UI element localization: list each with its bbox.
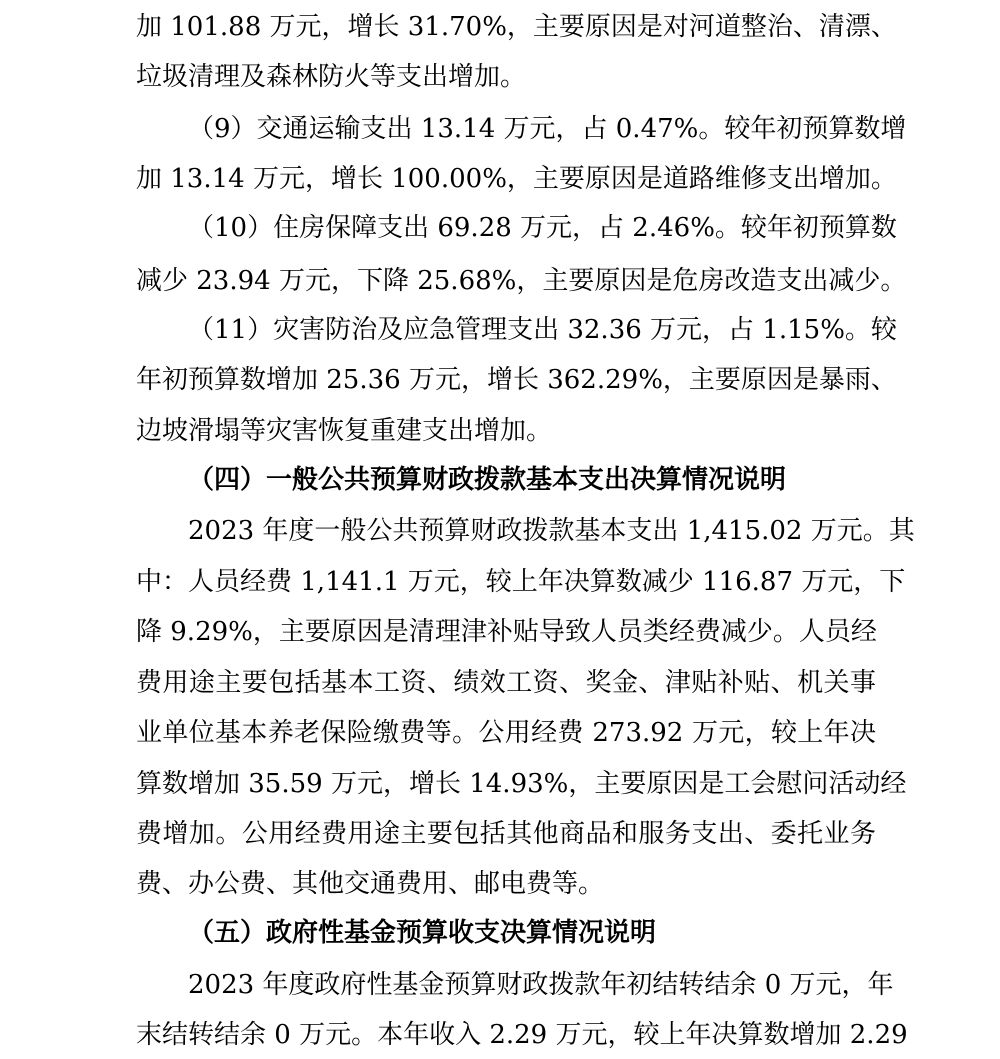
- paragraph-line: 年初预算数增加 25.36 万元，增长 362.29%，主要原因是暴雨、: [136, 365, 897, 395]
- paragraph-line: 费用途主要包括基本工资、绩效工资、奖金、津贴补贴、机关事: [136, 668, 876, 698]
- section-heading: （四）一般公共预算财政拨款基本支出决算情况说明: [188, 465, 787, 495]
- paragraph-line: 降 9.29%，主要原因是清理津补贴导致人员类经费减少。人员经: [136, 617, 877, 647]
- paragraph-line: 业单位基本养老保险缴费等。公用经费 273.92 万元，较上年决: [136, 718, 876, 748]
- paragraph-line: （10）住房保障支出 69.28 万元，占 2.46%。较年初预算数: [188, 213, 897, 243]
- paragraph-line: 2023 年度政府性基金预算财政拨款年初结转结余 0 万元，年: [188, 970, 894, 1000]
- paragraph-line: 2023 年度一般公共预算财政拨款基本支出 1,415.02 万元。其: [188, 516, 915, 546]
- paragraph-line: 末结转结余 0 万元。本年收入 2.29 万元，较上年决算数增加 2.29: [136, 1020, 908, 1050]
- paragraph-line: 边坡滑塌等灾害恢复重建支出增加。: [136, 416, 553, 446]
- paragraph-line: 加 13.14 万元，增长 100.00%，主要原因是道路维修支出增加。: [136, 164, 897, 194]
- paragraph-line: 费、办公费、其他交通费用、邮电费等。: [136, 869, 605, 899]
- paragraph-line: 加 101.88 万元，增长 31.70%，主要原因是对河道整治、清漂、: [136, 12, 897, 42]
- paragraph-line: （11）灾害防治及应急管理支出 32.36 万元，占 1.15%。较: [188, 315, 897, 345]
- paragraph-line: 垃圾清理及森林防火等支出增加。: [136, 62, 527, 92]
- section-heading: （五）政府性基金预算收支决算情况说明: [188, 918, 657, 948]
- paragraph-line: 费增加。公用经费用途主要包括其他商品和服务支出、委托业务: [136, 819, 876, 849]
- paragraph-line: （9）交通运输支出 13.14 万元，占 0.47%。较年初预算数增: [188, 114, 907, 144]
- paragraph-line: 减少 23.94 万元，下降 25.68%，主要原因是危房改造支出减少。: [136, 266, 907, 296]
- paragraph-line: 中：人员经费 1,141.1 万元，较上年决算数减少 116.87 万元，下: [136, 567, 906, 597]
- paragraph-line: 算数增加 35.59 万元，增长 14.93%，主要原因是工会慰问活动经: [136, 769, 907, 799]
